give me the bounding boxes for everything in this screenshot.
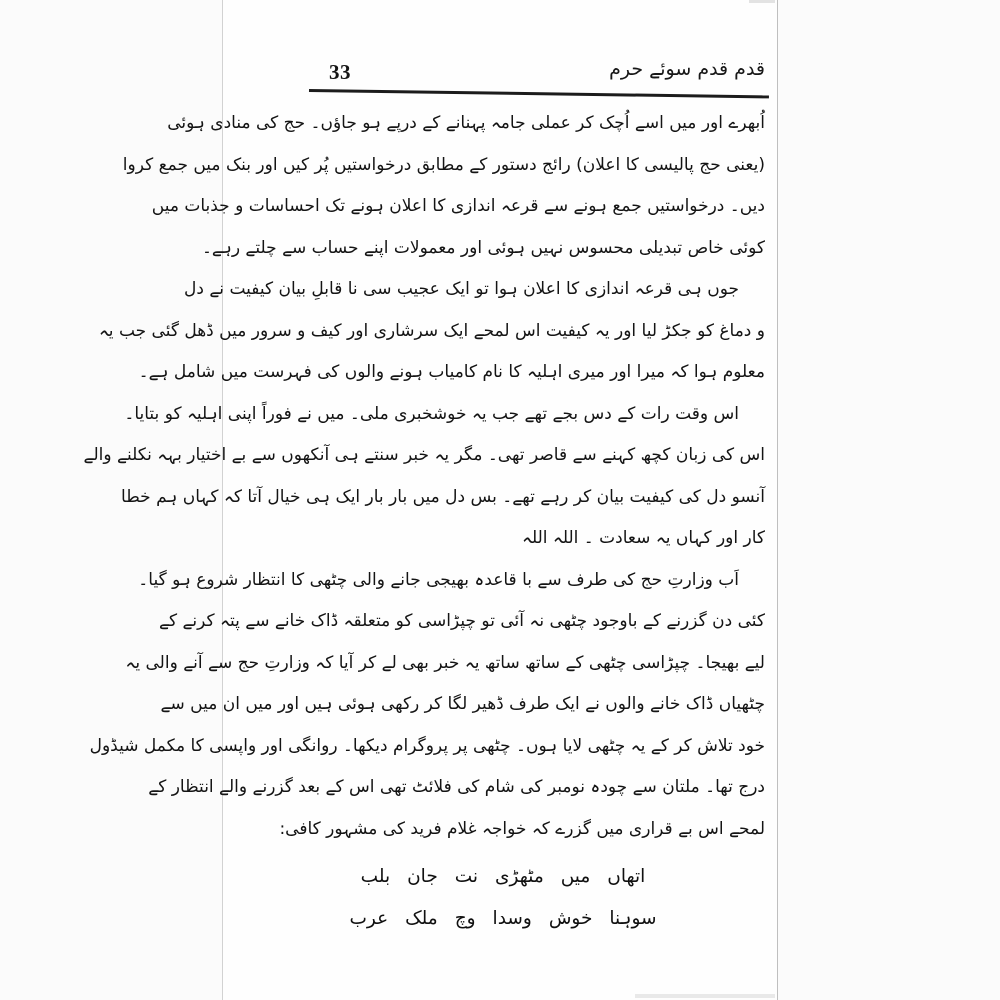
text-line: چٹھیاں ڈاک خانے والوں نے ایک طرف ڈھیر لگا کر رکھی ہوئی ہیں اور میں ان میں سے <box>160 694 765 714</box>
page-header <box>223 0 777 100</box>
text-line: خود تلاش کر کے یہ چٹھی لایا ہوں۔ چٹھی پر پروگرام دیکھا۔ روانگی اور واپسی کا مکمل شیڈول <box>89 735 765 756</box>
text-line: اُبھرے اور میں اسے اُچک کر عملی جامہ پہنانے کے درپے ہو جاؤں۔ حج کی منادی ہوئی <box>167 113 765 133</box>
text-line: (یعنی حج پالیسی کا اعلان) رائج دستور کے مطابق درخواستیں پُر کیں اور بنک میں جمع کروا <box>122 154 765 175</box>
text-line: کار اور کہاں یہ سعادت ۔ اللہ اللہ <box>521 528 765 548</box>
kafi-couplet <box>241 856 765 940</box>
text-line: اَب وزارتِ حج کی طرف سے با قاعدہ بھیجی جانے والی چٹھی کا انتظار شروع ہو گیا۔ <box>138 569 739 590</box>
text-line: جوں ہی قرعہ اندازی کا اعلان ہوا تو ایک عجیب سی نا قابلِ بیان کیفیت نے دل <box>184 279 739 299</box>
text-line: درج تھا۔ ملتان سے چودہ نومبر کی شام کی فلائٹ تھی اس کے بعد گزرنے والے انتظار کے <box>148 777 765 797</box>
verse-line: اتھاں میں مٹھڑی نت جان بلب <box>360 866 646 887</box>
scan-artifact-bottom <box>635 994 775 998</box>
text-line: اس کی زبان کچھ کہنے سے قاصر تھی۔ مگر یہ خبر سنتے ہی آنکھوں سے بے اختیار بہہ نکلنے والے <box>83 445 765 465</box>
text-line: لمحے اس بے قراری میں گزرے کہ خواجہ غلام فرید کی مشہور کافی: <box>279 818 765 839</box>
text-line: دیں۔ درخواستیں جمع ہونے سے قرعہ اندازی کا اعلان ہونے تک احساسات و جذبات میں <box>151 196 765 216</box>
text-line: لیے بھیجا۔ چپڑاسی چٹھی کے ساتھ ساتھ یہ خبر بھی لے کر آیا کہ وزارتِ حج سے آنے والی یہ <box>125 652 765 673</box>
body-text <box>83 103 777 940</box>
verse-line: سوہنا خوش وسدا وچ ملک عرب <box>349 908 657 929</box>
text-line: آنسو دل کی کیفیت بیان کر رہے تھے۔ بس دل میں بار بار ایک ہی خیال آتا کہ کہاں ہم خطا <box>121 486 765 507</box>
text-line: کئی دن گزرنے کے باوجود چٹھی نہ آئی تو چپڑاسی کو متعلقہ ڈاک خانے سے پتہ کرنے کے <box>159 611 765 631</box>
page-number: 33 <box>329 60 351 84</box>
header-rule <box>309 89 769 98</box>
book-page <box>83 0 778 1000</box>
text-line: اس وقت رات کے دس بجے تھے جب یہ خوشخبری ملی۔ میں نے فوراً اپنی اہلیہ کو بتایا۔ <box>124 403 739 424</box>
text-line: معلوم ہوا کہ میرا اور میری اہلیہ کا نام کامیاب ہونے والوں کی فہرست میں شامل ہے۔ <box>138 362 765 382</box>
text-line: کوئی خاص تبدیلی محسوس نہیں ہوئی اور معمولات اپنے حساب سے چلتے رہے۔ <box>201 237 765 258</box>
text-line: و دماغ کو جکڑ لیا اور یہ کیفیت اس لمحے ایک سرشاری اور کیف و سرور میں ڈھل گئی جب یہ <box>98 320 765 341</box>
running-title: قدم قدم سوئے حرم <box>609 58 765 80</box>
